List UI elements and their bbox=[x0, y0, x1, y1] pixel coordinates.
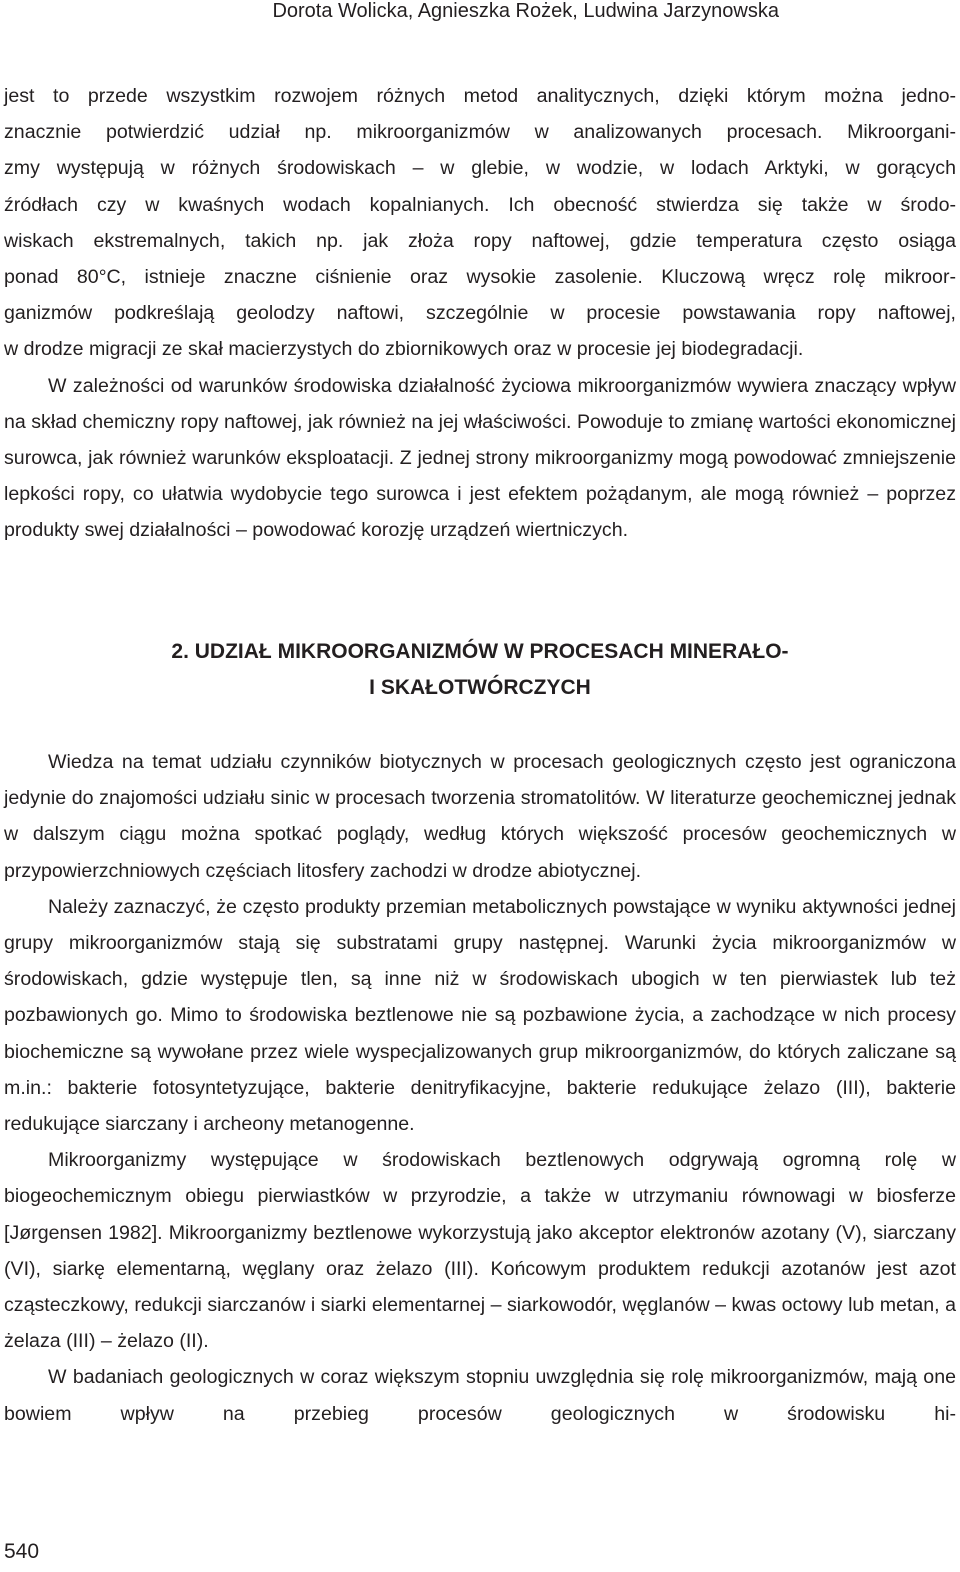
section-paragraph: Mikroorganizmy występujące w środowiskach beztlenowych odgrywają ogromną rolę w biogeochemicznym obiegu pierwiastków w przyrodzie, a także w utrzymaniu równowagi w biosferze [Jørgensen 1982]. Mikroorganizmy beztlenowe wykorzystują jako akceptor elektronów azotany (V), siarczany (VI), siarkę elementarną, węglany oraz żelazo (III). Końcowym produktem redukcji azotanów jest azot cząsteczkowy, redukcji siarczanów i siarki elementarnej – siarkowodór, węglanów – kwas octowy lub metan, a żelaza (III) – żelazo (II). bbox=[4, 1149, 956, 1353]
intro-line: znacznie potwierdzić udział np. mikroorganizmów w analizowanych procesach. Mikroorgani- bbox=[4, 121, 956, 144]
section-paragraph: Należy zaznaczyć, że często produkty przemian metabolicznych powstające w wyniku aktywności jednej grupy mikroorganizmów stają się substratami grupy następnej. Warunki życia mikroorganizmów w środowiskach, gdzie występuje tlen, są inne niż w środowiskach ubogich w ten pierwiastek lub też pozbawionych go. Mimo to środowiska beztlenowe nie są pozbawione życia, a zachodzące w nich procesy biochemiczne są wywołane przez wiele wyspecjalizowanych grup mikroorganizmów, do których zaliczane są m.in.: bakterie fotosyntetyzujące, bakterie denitryfikacyjne, bakterie redukujące żelazo (III), bakterie redukujące siarczany i archeony metanogenne. bbox=[4, 895, 956, 1136]
intro-line: źródłach czy w kwaśnych wodach kopalnianych. Ich obecność stwierdza się także w środo- bbox=[4, 193, 956, 216]
body-text bbox=[4, 78, 956, 549]
section-paragraph: W badaniach geologicznych w coraz większym stopniu uwzględnia się rolę mikroorganizmów, mają one bowiem wpływ na przebieg procesów geologicznych w środowisku hi- bbox=[4, 1366, 956, 1425]
running-header-authors: Dorota Wolicka, Agnieszka Rożek, Ludwina Jarzynowska bbox=[272, 0, 779, 22]
intro-line: w drodze migracji ze skał macierzystych do zbiornikowych oraz w procesie jej biodegradacji. bbox=[4, 338, 804, 361]
section-heading-line: 2. UDZIAŁ MIKROORGANIZMÓW W PROCESACH MINERAŁO- bbox=[171, 640, 789, 663]
section-heading-line: I SKAŁOTWÓRCZYCH bbox=[369, 676, 591, 699]
intro-line: ponad 80°C, istnieje znaczne ciśnienie oraz wysokie zasolenie. Kluczową wręcz rolę mikroor- bbox=[4, 266, 956, 289]
paragraph-environment-influence: W zależności od warunków środowiska działalność życiowa mikroorganizmów wywiera znaczący wpływ na skład chemiczny ropy naftowej, jak również na jej właściwości. Powoduje to zmianę wartości ekonomicznej surowca, jak również warunków eksploatacji. Z jednej strony mikroorganizmy mogą powodować zmniejszenie lepkości ropy, co ułatwia wydobycie tego surowca i jest efektem pożądanym, ale mogą również – poprzez produkty swej działalności – powodować korozję urządzeń wiertniczych. bbox=[4, 374, 956, 542]
section-2 bbox=[4, 634, 956, 1432]
intro-paragraph bbox=[4, 78, 956, 368]
page-number: 540 bbox=[4, 1540, 40, 1563]
section-heading bbox=[4, 634, 956, 706]
section-paragraph: Wiedza na temat udziału czynników biotycznych w procesach geologicznych często jest ograniczona jedynie do znajomości udziału sinic w procesach tworzenia stromatolitów. W literaturze geochemicznej jednak w dalszym ciągu można spotkać poglądy, według których większość procesów geochemicznych w przypowierzchniowych częściach litosfery zachodzi w drodze abiotycznej. bbox=[4, 751, 956, 882]
intro-line: ganizmów podkreślają geolodzy naftowi, szczególnie w procesie powstawania ropy naftowej, bbox=[4, 302, 956, 325]
intro-line: zmy występują w różnych środowiskach – w glebie, w wodzie, w lodach Arktyki, w gorących bbox=[4, 157, 956, 180]
intro-line: wiskach ekstremalnych, takich np. jak złoża ropy naftowej, gdzie temperatura często osiąga bbox=[4, 229, 956, 252]
intro-line: jest to przede wszystkim rozwojem różnych metod analitycznych, dzięki którym można jedno- bbox=[4, 85, 956, 107]
